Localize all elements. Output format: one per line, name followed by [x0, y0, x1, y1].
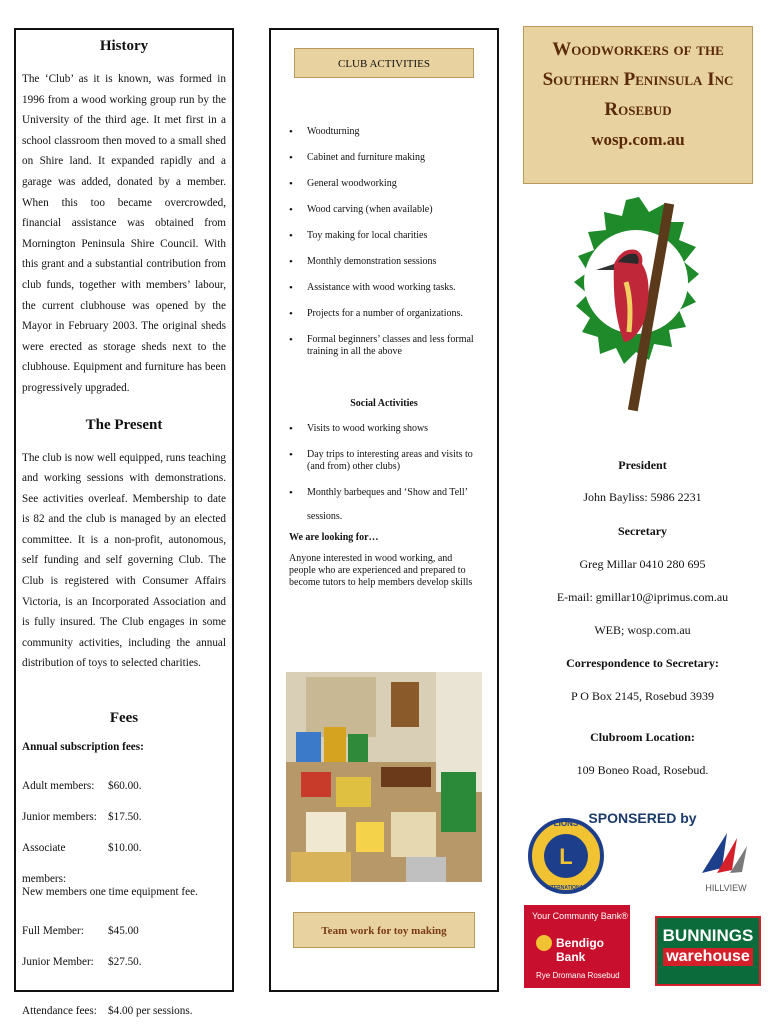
activities-heading: CLUB ACTIVITIES [294, 48, 474, 78]
correspondence-label: Correspondence to Secretary: [566, 656, 719, 670]
woodpecker-sawblade-logo [574, 192, 704, 427]
club-website: wosp.com.au [591, 130, 685, 149]
list-item: • Assistance with wood working tasks. [279, 282, 489, 294]
bunnings-warehouse: warehouse [663, 948, 753, 966]
correspondence-value: P O Box 2145, Rosebud 3939 [571, 689, 714, 703]
list-item: • General woodworking [279, 178, 489, 190]
list-item: • Formal beginners’ classes and less formal training in all the above [279, 334, 489, 358]
attendance-fee-row: Attendance fees: $4.00 per sessions. [22, 1005, 193, 1018]
list-item: • Day trips to interesting areas and visits to (and from) other clubs) [279, 449, 489, 473]
annual-fees-label: Annual subscription fees: [22, 741, 144, 754]
list-item: • Visits to wood working shows [279, 423, 489, 435]
history-text: The ‘Club’ as it is known, was formed in 1996 from a wood working group run by the University of the third age. It met first in a school classroom then moved to a small shed on Shire land. It expanded rapidly and a garage was added, donated by a member. When this too became overcrowded, financial assistance was obtained from Mornington Peninsula Shire Council. With this grant and a substantial contribution from club funds, together with members’ labour, the current clubhouse was opened by the Mayor in February 2003. The original sheds were erected as storage sheds next to the clubhouse. Equipment and furniture has been progressively upgraded. [22, 73, 226, 394]
activities-panel [269, 28, 499, 992]
sponsored-heading: SPONSERED by [588, 810, 697, 826]
president-value: John Bayliss: 5986 2231 [583, 490, 702, 504]
hillview-logo [692, 828, 760, 898]
bendigo-icon [536, 935, 552, 951]
present-heading: The Present [85, 416, 163, 433]
club-title-line3: Rosebud [604, 99, 672, 120]
fee-row: Associate members: $10.00. [22, 842, 142, 886]
history-heading: History [99, 38, 149, 54]
toy-workshop-photo [286, 672, 482, 882]
present-text: The club is now well equipped, runs teaching and working sessions with demonstrations. See activities overleaf. Membership to date is 82 and the club is managed by an elected committee. It is a non-profit, autonomous, self funding and self governing Club. The Club is registered with Consumer Affairs Victoria, is an Incorporated Association and is fully insured. The Club engages in some community activities, including the annual distribution of toys to selected charities. [22, 451, 226, 670]
secretary-label: Secretary [617, 524, 668, 538]
looking-heading: We are looking for… [289, 532, 379, 543]
lions-sub-text: INTERNATIONAL [545, 885, 587, 891]
list-item: • Cabinet and furniture making [279, 152, 489, 164]
social-heading: Social Activities [350, 398, 418, 409]
president-label: President [618, 458, 667, 472]
looking-text: Anyone interested in wood working, and people who are experienced and prepared to become tutors to help members develop skills [289, 553, 473, 588]
photo-caption: Team work for toy making [293, 912, 475, 948]
fees-heading: Fees [109, 710, 139, 727]
bendigo-tagline: Your Community Bank® [532, 911, 628, 921]
club-title-line1: Woodworkers of the [552, 39, 724, 60]
fee-row: Junior members: $17.50. [22, 811, 142, 824]
club-title-line2: Southern Peninsula Inc [542, 69, 734, 90]
bendigo-name: Bendigo Bank [556, 936, 604, 964]
social-list [279, 423, 489, 499]
social-trail: sessions. [307, 511, 343, 522]
fee-row: Adult members: $60.00. [22, 780, 142, 793]
list-item: • Monthly barbeques and ‘Show and Tell’ [279, 487, 489, 499]
club-title-plaque [523, 26, 753, 184]
web-link[interactable]: WEB; wosp.com.au [594, 623, 691, 637]
fee-row: Full Member: $45.00 [22, 925, 139, 938]
list-item: • Projects for a number of organizations. [279, 308, 489, 320]
fee-row: Junior Member: $27.50. [22, 956, 142, 969]
equipment-fee-label: New members one time equipment fee. [22, 886, 198, 899]
email-link[interactable]: E-mail: gmillar10@iprimus.com.au [556, 590, 729, 604]
list-item: • Woodturning [279, 126, 489, 138]
annual-fees-list [22, 771, 226, 886]
bendigo-bank-logo [524, 905, 630, 988]
svg-text:L: L [559, 844, 573, 869]
list-item: • Monthly demonstration sessions [279, 256, 489, 268]
history-panel [14, 28, 234, 1018]
lions-logo [528, 806, 604, 906]
list-item: • Wood carving (when available) [279, 204, 489, 216]
list-item: • Toy making for local charities [279, 230, 489, 242]
activities-list [279, 126, 489, 358]
location-value: 109 Boneo Road, Rosebud. [576, 763, 709, 777]
hillview-text: HILLVIEW [705, 883, 747, 893]
bunnings-name: BUNNINGS [662, 926, 754, 945]
bunnings-logo [655, 916, 761, 986]
secretary-value: Greg Millar 0410 280 695 [579, 557, 706, 571]
lions-text: LIONS [553, 819, 579, 828]
location-label: Clubroom Location: [590, 730, 695, 744]
bendigo-branches: Rye Dromana Rosebud [536, 971, 620, 980]
